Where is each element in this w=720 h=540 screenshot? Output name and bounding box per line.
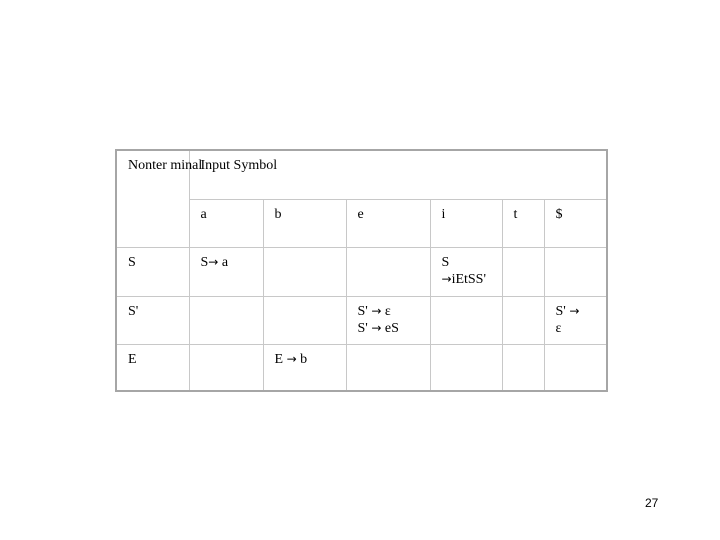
page-number: 27 [645,496,659,510]
terminal-header-dollar: $ [544,199,607,247]
production-lhs: S' [357,303,368,319]
cell-E-b [263,344,346,391]
cell-E-a [189,344,263,391]
cell-E-e [346,344,430,391]
arrow-icon: → [286,351,297,366]
terminal-header-i: i [430,199,502,247]
terminal-header-t: t [502,199,544,247]
cell-Sp-b [263,296,346,344]
cell-Sp-i [430,296,502,344]
arrow-icon: → [441,271,452,286]
terminal-header-b: b [263,199,346,247]
cell-S-i [430,247,502,296]
production-lhs: E [274,351,284,367]
terminal-header-e: e [346,199,430,247]
cell-Sp-dollar [544,296,607,344]
arrow-icon: → [569,303,580,318]
production-lhs: S' [555,303,566,319]
cell-E-dollar [544,344,607,391]
production-rhs: ε [555,320,562,336]
input-symbol-header: Input Symbol [189,150,607,199]
arrow-icon: → [371,320,382,335]
cell-Sp-t [502,296,544,344]
production-rhs: b [300,351,308,367]
production-rhs: eS [384,320,399,336]
production-lhs: S' [357,320,368,336]
cell-S-a [189,247,263,296]
ll1-parse-table [115,149,608,392]
row-label-S-prime: S' [116,296,189,344]
row-label-E: E [116,344,189,391]
nonterminal-header: Nonter minal [116,150,189,247]
production-lhs: S [441,254,450,270]
cell-S-dollar [544,247,607,296]
cell-Sp-a [189,296,263,344]
production-rhs: a [221,254,229,270]
arrow-icon: → [208,254,219,269]
arrow-icon: → [371,303,382,318]
row-label-S: S [116,247,189,296]
production-rhs: ε [384,303,391,319]
production-lhs: S [200,254,209,270]
production-rhs: iEtSS' [451,271,486,287]
cell-E-t [502,344,544,391]
cell-S-t [502,247,544,296]
terminal-header-a: a [189,199,263,247]
cell-Sp-e [346,296,430,344]
cell-S-e [346,247,430,296]
cell-S-b [263,247,346,296]
cell-E-i [430,344,502,391]
